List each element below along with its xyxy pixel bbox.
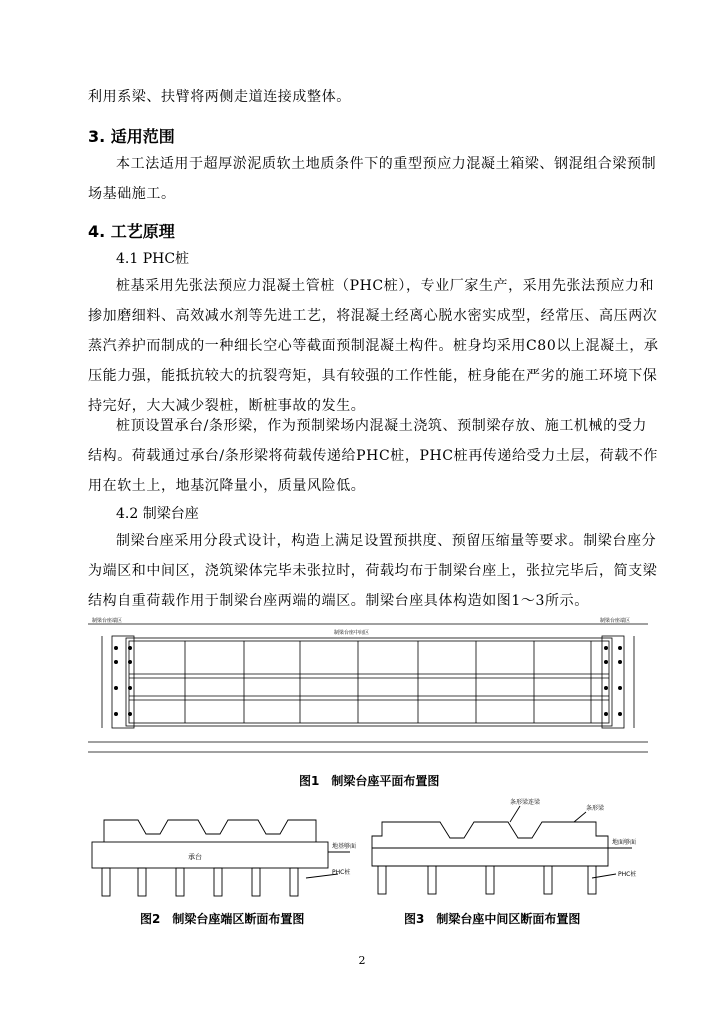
figure-2-label-cap: 承台 — [188, 853, 202, 861]
figure-2-section-drawing — [88, 812, 368, 902]
figure-2-caption: 图2 制梁台座端区断面布置图 — [140, 912, 305, 926]
subsection-4-2-title: 4.2 制梁台座 — [116, 506, 199, 522]
figure-1-label-center: 制梁台座中间区 — [334, 630, 370, 636]
section-4-2-paragraph: 制梁台座采用分段式设计，构造上满足设置预拱度、预留压缩量等要求。制梁台座分为端区和中间区，浇筑梁体完毕未张拉时，荷载均布于制梁台座上，张拉完毕后，简支梁结构自重荷载作用于制梁台座两端的端区。制梁台座具体构造如图1～3所示。 — [88, 533, 658, 609]
figure-2-label-pile: PHC桩 — [332, 869, 351, 876]
section-3-heading: 3. 适用范围 — [88, 127, 175, 146]
figure-3-label-ground: 地面够面 — [612, 839, 637, 846]
section-4-heading: 4. 工艺原理 — [88, 222, 175, 241]
figure-1-plan-drawing — [88, 616, 648, 766]
figure-1-label-right: 制梁台座端区 — [600, 618, 631, 624]
paragraph-intro: 利用系梁、扶臂将两侧走道连接成整体。 — [88, 89, 351, 105]
figure-3-section-drawing — [360, 796, 650, 902]
subsection-4-1-title: 4.1 PHC桩 — [116, 251, 190, 267]
figure-3-label-pile: PHC桩 — [618, 871, 637, 878]
page-number: 2 — [358, 954, 366, 967]
section-4-1-paragraph-2: 桩顶设置承台/条形梁，作为预制梁场内混凝土浇筑、预制梁存放、施工机械的受力结构。荷载通过承台/条形梁将荷载传递给PHC桩，PHC桩再传递给受力土层，荷载不作用在软土上，地基沉降量小，质量风险低。 — [88, 418, 658, 494]
section-4-1-paragraph: 桩基采用先张法预应力混凝土管桩（PHC桩），专业厂家生产，采用先张法预应力和掺加磨细料、高效减水剂等先进工艺，将混凝土经离心脱水密实成型，经常压、高压两次蒸汽养护而制成的一种细长空心等截面预制混凝土构件。桩身均采用C80以上混凝土，承压能力强，能抵抗较大的抗裂弯矩，具有较强的工作性能，桩身能在严劣的施工环境下保持完好，大大减少裂桩，断桩事故的发生。 — [88, 278, 659, 414]
figure-2-label-ground: 地基够面 — [332, 843, 357, 850]
figure-1-label-left: 制梁台座端区 — [92, 618, 123, 624]
figure-3-label-beam2: 条形梁连梁 — [510, 799, 541, 806]
figure-3-label-beam: 条形梁 — [586, 805, 605, 812]
figure-1-caption: 图1 制梁台座平面布置图 — [299, 774, 440, 788]
section-3-text: 本工法适用于超厚淤泥质软土地质条件下的重型预应力混凝土箱梁、钢混组合梁预制场基础施工。 — [88, 156, 657, 202]
figure-3-caption: 图3 制梁台座中间区断面布置图 — [404, 912, 581, 926]
